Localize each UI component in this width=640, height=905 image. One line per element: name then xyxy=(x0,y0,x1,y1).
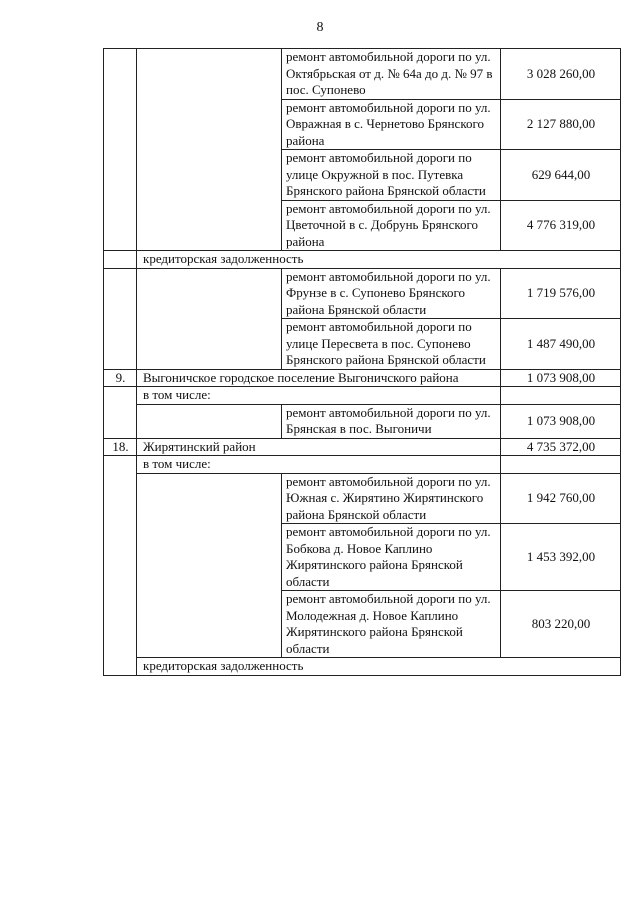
table-row xyxy=(104,387,621,405)
amount-cell xyxy=(501,456,621,474)
table-row xyxy=(104,658,621,676)
work-description: ремонт автомобильной дороги по ул. Южная с. Жирятино Жирятинского района Брянской области xyxy=(282,473,501,524)
amount-cell: 4 735 372,00 xyxy=(501,438,621,456)
amount-cell: 2 127 880,00 xyxy=(501,99,621,150)
amount-cell: 1 073 908,00 xyxy=(501,404,621,438)
budget-table xyxy=(103,48,621,676)
work-description: ремонт автомобильной дороги по ул. Фрунзе в с. Супонево Брянского района Брянской области xyxy=(282,268,501,319)
district-name: Выгоничское городское поселение Выгоничского района xyxy=(137,369,501,387)
page-number: 8 xyxy=(316,20,324,35)
district-name: Жирятинский район xyxy=(137,438,501,456)
table-row xyxy=(104,438,621,456)
name-cell xyxy=(137,473,282,658)
name-cell xyxy=(137,268,282,369)
amount-cell: 1 487 490,00 xyxy=(501,319,621,370)
amount-cell: 1 719 576,00 xyxy=(501,268,621,319)
table-row xyxy=(104,251,621,269)
amount-cell: 3 028 260,00 xyxy=(501,49,621,100)
work-description: ремонт автомобильной дороги по улице Пересвета в пос. Супонево Брянского района Брянской области xyxy=(282,319,501,370)
work-description: ремонт автомобильной дороги по ул. Молодежная д. Новое Каплино Жирятинского района Брянской области xyxy=(282,591,501,658)
amount-cell: 1 073 908,00 xyxy=(501,369,621,387)
work-description: ремонт автомобильной дороги по ул. Бобкова д. Новое Каплино Жирятинского района Брянской области xyxy=(282,524,501,591)
work-description: ремонт автомобильной дороги по ул. Овражная в с. Чернетово Брянского района xyxy=(282,99,501,150)
name-cell xyxy=(137,404,282,438)
work-description: ремонт автомобильной дороги по ул. Брянская в пос. Выгоничи xyxy=(282,404,501,438)
table-row xyxy=(104,49,621,100)
subheader-label: кредиторская задолженность xyxy=(137,658,621,676)
work-description: ремонт автомобильной дороги по ул. Октябрьская от д. № 64а до д. № 97 в пос. Супонево xyxy=(282,49,501,100)
number-cell xyxy=(104,387,137,439)
table-row xyxy=(104,404,621,438)
work-description: ремонт автомобильной дороги по улице Окружной в пос. Путевка Брянского района Брянской области xyxy=(282,150,501,201)
amount-cell xyxy=(501,387,621,405)
amount-cell: 1 453 392,00 xyxy=(501,524,621,591)
name-cell xyxy=(137,49,282,251)
number-cell xyxy=(104,268,137,369)
subheader-label: в том числе: xyxy=(137,456,501,474)
subheader-label: кредиторская задолженность xyxy=(137,251,621,269)
amount-cell: 629 644,00 xyxy=(501,150,621,201)
amount-cell: 803 220,00 xyxy=(501,591,621,658)
table-row xyxy=(104,369,621,387)
number-cell xyxy=(104,456,137,676)
subheader-label: в том числе: xyxy=(137,387,501,405)
district-number: 18. xyxy=(104,438,137,456)
table-row xyxy=(104,473,621,524)
district-number: 9. xyxy=(104,369,137,387)
number-cell xyxy=(104,251,137,269)
table-row xyxy=(104,268,621,319)
number-cell xyxy=(104,49,137,251)
work-description: ремонт автомобильной дороги по ул. Цветочной в с. Добрунь Брянского района xyxy=(282,200,501,251)
amount-cell: 1 942 760,00 xyxy=(501,473,621,524)
amount-cell: 4 776 319,00 xyxy=(501,200,621,251)
table-row xyxy=(104,456,621,474)
